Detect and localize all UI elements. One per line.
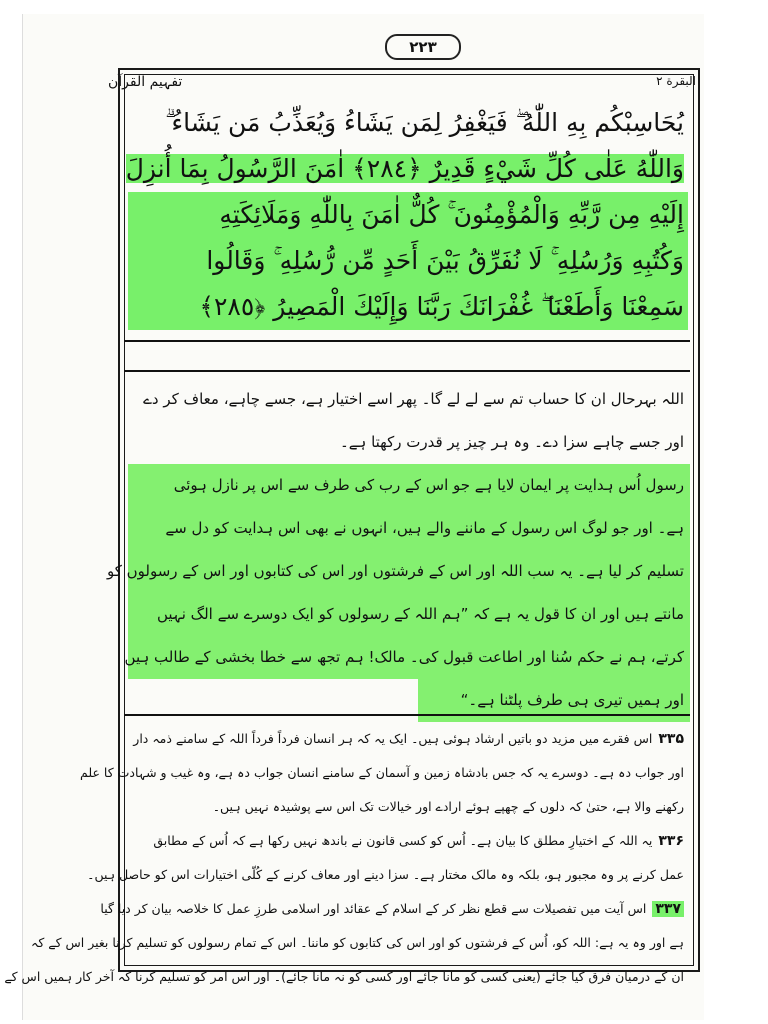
surah-name: تفہیم القرآن — [108, 74, 183, 90]
translation-line — [128, 378, 690, 421]
translation-line-text: اور جسے چاہے سزا دے۔ وہ ہر چیز پر قدرت رکھتا ہے۔ — [339, 433, 684, 451]
page-edge-shadow — [0, 0, 22, 1024]
ayah-line-3 — [128, 192, 688, 238]
footnote-line — [128, 790, 690, 824]
ayah-line-2 — [125, 146, 688, 192]
translation-line-text: تسلیم کر لیا ہے۔ یہ سب اللہ اور اس کے فرشتوں اور اس کی کتابوں اور اس کے رسولوں کو — [106, 562, 684, 580]
separator-rule-bottom — [124, 714, 690, 716]
footnote-text: اور جواب دہ ہے۔ دوسرے یہ کہ جس بادشاہ زمین و آسمان کے سامنے انسان جواب دہ ہے، وہ غیب و شہادت کا علم — [80, 765, 684, 780]
footnote-number: ۳۳۷ — [652, 901, 684, 917]
footnote-number: ۳۳۶ — [658, 833, 684, 849]
footnote-number: ۳۳۵ — [658, 731, 684, 747]
translation-line — [124, 636, 690, 679]
ayah-line-4-text: وَكُتُبِهِ وَرُسُلِهِ ۚ لَا نُفَرِّقُ بَيْنَ أَحَدٍ مِّن رُّسُلِهِ ۚ وَقَالُوا — [206, 246, 684, 275]
separator-rule-top — [124, 340, 690, 342]
ayah-line-4 — [128, 238, 688, 284]
book-title: البقرة ۲ — [656, 74, 696, 88]
ayah-line-1-text: يُحَاسِبْكُم بِهِ اللّٰهُ ۖ فَيَغْفِرُ لِمَن يَشَاءُ وَيُعَذِّبُ مَن يَشَاءُ ۗ — [165, 108, 684, 137]
footnote-line — [80, 756, 690, 790]
footnote-text: عمل کرنے پر وہ مجبور ہو، بلکہ وہ مالک مختار ہے۔ سزا دینے اور معاف کرنے کے کُلّی اختیارات اس کو حاصل ہیں۔ — [87, 867, 684, 882]
footnote-text: یہ اللہ کے اختیارِ مطلق کا بیان ہے۔ اُس کو کسی قانون نے باندھ نہیں رکھا ہے کہ اُس کے مطابق — [153, 833, 653, 848]
translation-line-text: مانتے ہیں اور ان کا قول یہ ہے کہ ”ہم اللہ کے رسولوں کو ایک دوسرے سے الگ نہیں — [157, 605, 684, 623]
translation-line-text: اللہ بہرحال ان کا حساب تم سے لے لے گا۔ پھر اسے اختیار ہے، جسے چاہے، معاف کر دے — [143, 390, 684, 408]
footnote-text: اس فقرے میں مزید دو باتیں ارشاد ہوئی ہیں۔ ایک یہ کہ ہر انسان فرداً فرداً اللہ کے سامنے ذمہ دار — [133, 731, 653, 746]
footnote-line — [100, 892, 690, 926]
footnote-text: رکھنے والا ہے، حتیٰ کہ دلوں کے چھپے ہوئے ارادے اور خیالات تک اس سے پوشیدہ نہیں ہیں۔ — [212, 799, 684, 814]
page-header — [100, 28, 704, 90]
translation-line — [106, 550, 690, 593]
translation-line-text: اور ہمیں تیری ہی طرف پلٹنا ہے۔“ — [460, 691, 684, 709]
footnote-line — [87, 858, 690, 892]
footnote-text: ہے اور وہ یہ ہے: اللہ کو، اُس کے فرشتوں کو اور اس کی کتابوں کو ماننا۔ اس کے تمام رسولوں کو تسلیم کرنا بغیر اس کے کہ — [31, 935, 684, 950]
translation-line-text: رسول اُس ہدایت پر ایمان لایا ہے جو اس کے رب کی طرف سے اس پر نازل ہوئی — [173, 476, 684, 494]
translation-line-text: ہے۔ اور جو لوگ اس رسول کے ماننے والے ہیں، انہوں نے بھی اس ہدایت کو دل سے — [165, 519, 684, 537]
ayah-line-1 — [128, 100, 688, 146]
footnote-line — [31, 926, 690, 960]
footnote-line — [4, 960, 690, 994]
ayah-line-3-text: إِلَيْهِ مِن رَّبِّهِ وَالْمُؤْمِنُونَ ۚ كُلٌّ اٰمَنَ بِاللّٰهِ وَمَلَائِكَتِهِ — [219, 200, 684, 229]
ayah-line-2-text: وَاللّٰهُ عَلٰى كُلِّ شَيْءٍ قَدِيرٌ ﴿٢٨٤﴾ اٰمَنَ الرَّسُولُ بِمَا أُنزِلَ — [125, 154, 684, 183]
footnote-line — [128, 722, 690, 756]
translation-line — [128, 421, 690, 464]
separator-rule-top-2 — [124, 370, 690, 372]
ayah-line-5-text: سَمِعْنَا وَأَطَعْنَا ۖ غُفْرَانَكَ رَبَّنَا وَإِلَيْكَ الْمَصِيرُ ﴿٢٨٥﴾ — [199, 292, 684, 321]
translation-line-text: کرتے، ہم نے حکم سُنا اور اطاعت قبول کی۔ مالک! ہم تجھ سے خطا بخشی کے طالب ہیں — [124, 648, 684, 666]
page-number: ۲۲۳ — [385, 34, 461, 60]
right-gutter — [704, 0, 768, 1024]
footnote-line — [128, 824, 690, 858]
quran-arabic-text — [125, 100, 688, 330]
translation-line — [128, 464, 690, 507]
footnotes — [4, 722, 690, 994]
ayah-line-5 — [128, 284, 688, 330]
translation-line — [128, 593, 690, 636]
footnote-text: اس آیت میں تفصیلات سے قطع نظر کر کے اسلام کے عقائد اور اسلامی طرزِ عمل کا خلاصہ بیان کر دیا گیا — [100, 901, 647, 916]
urdu-translation — [106, 378, 690, 722]
translation-line — [128, 507, 690, 550]
footnote-text: ان کے درمیان فرق کیا جائے (یعنی کسی کو مانا جائے اور کسی کو نہ مانا جائے)۔ اور اس امر کو تسلیم کرنا کہ آخر کار ہمیں اس کے — [4, 969, 684, 984]
